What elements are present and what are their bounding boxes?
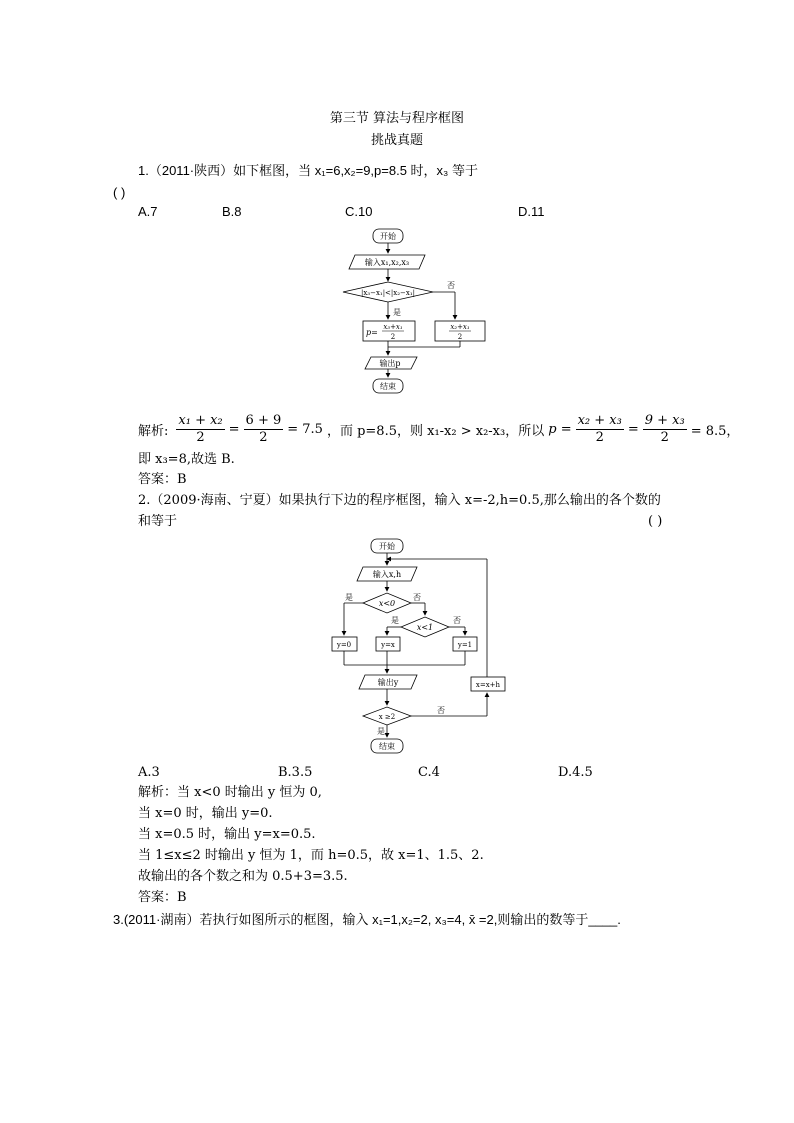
q2-no-label-2: 否 [453,616,461,625]
q1-flowchart [335,225,505,397]
q2-no-label-1: 否 [413,593,421,602]
q1-fraction-3: $\frac{\text{x₂ + x₃}}{2}$ [577,412,622,445]
q2-y1-text: y=1 [457,641,473,649]
q1-yes-label: 是 [393,308,401,317]
q1-option-b: B.8 [222,204,242,219]
q2-start-text: 开始 [379,542,395,551]
q2-yes-label-1: 是 [345,593,353,602]
q2-y0-text: y=0 [336,641,352,649]
q1-output-text: 输出p [379,359,401,368]
q2-analysis-3: 当 x=0.5 时，输出 y=x=0.5. [138,827,316,842]
q2-answer: 答案：B [138,890,187,905]
q1-cond-text: |x₃−x₁|<|x₂−x₁| [360,289,416,297]
q1-left-p: p= [366,328,378,337]
q2-flowchart [325,535,515,757]
q1-input-text: 输入x₁,x₂,x₃ [364,258,410,267]
q2-cond3-text: x ≥2 [378,713,396,721]
q1-right-den: 2 [457,333,463,341]
q1-start-text: 开始 [380,232,396,241]
q2-stem-line1: 2.（2009·海南、宁夏）如果执行下边的程序框图，输入 x=-2,h=0.5,那么输出的各个数的 [138,493,661,508]
q1-fraction-4: $\frac{\text{9 + x₃}}{2}$ [644,412,685,445]
q1-fraction-1: $\frac{\text{x₁ + x₂}}{2}$ [178,412,223,445]
q1-answer: 答案：B [138,472,187,487]
section-subtitle: 挑战真题 [370,133,423,148]
q2-option-c: C.4 [418,765,440,780]
q2-option-a: A.3 [138,765,160,780]
q2-update-text: x=x+h [475,681,501,689]
q2-option-b: B.3.5 [278,765,313,780]
q2-input-text: 输入x,h [372,570,402,579]
q2-bracket: ( ) [648,514,663,529]
q2-no-label-3: 否 [437,706,445,715]
q1-no-label: 否 [447,281,455,290]
q1-fraction-2: $\frac{6 + 9}{2}$ [245,412,282,445]
q2-yes-label-2: 是 [391,616,399,625]
q1-stem: 1.（2011·陕西）如下框图，当 x₁=6,x₂=9,p=8.5 时，x₃ 等于 [138,163,478,178]
q2-yx-text: y=x [381,641,395,649]
q1-end-text: 结束 [380,382,396,391]
q2-yes-label-3: 是 [377,727,385,736]
q1-analysis-label: 解析: [138,423,169,439]
q1-right-num: x₂+x₁ [450,323,470,331]
q1-option-c: C.10 [345,204,373,219]
q2-output-text: 输出y [377,678,399,687]
q1-bracket: ( ) [113,185,126,200]
q1-analysis-line2: 即 x₃=8,故选 B. [138,452,235,467]
q2-cond2-text: x<1 [416,623,434,632]
q2-analysis-4: 当 1≤x≤2 时输出 y 恒为 1，而 h=0.5，故 x=1、1.5、2. [138,848,484,863]
q2-analysis-1: 解析：当 x<0 时输出 y 恒为 0, [138,785,322,800]
q3-stem: 3.(2011·湖南）若执行如图所示的框图，输入 x₁=1,x₂=2, x₃=4, x̄ =2,则输出的数等于____. [113,912,621,927]
q1-option-d: D.11 [518,204,545,219]
q2-end-text: 结束 [379,742,395,751]
q2-analysis-5: 故输出的各个数之和为 0.5+3=3.5. [138,869,348,884]
q1-option-a: A.7 [138,204,158,219]
q2-cond1-text: x<0 [378,599,396,608]
section-title: 第三节 算法与程序框图 [329,111,465,126]
q1-left-den: 2 [390,333,396,341]
q2-analysis-2: 当 x=0 时，输出 y=0. [138,806,273,821]
q2-option-d: D.4.5 [558,765,593,780]
q1-analysis-line1: 解析: $\frac{\text{x₁ + x₂}}{2}$ = $\frac{6 + 9}{2}$ = 7.5 ，而 p=8.5，则 x₁-x₂ > x₂-x₃，所以 p = $\frac{\text{x₂ + x₃}}{2}$ = $\frac{\text{9 + x₃}}{2}$ = 8.5， [138,412,740,445]
q2-stem-line2: 和等于 [138,514,178,529]
q1-analysis-mid: ，而 p=8.5，则 x₁-x₂ > x₂-x₃，所以 [326,423,545,439]
q1-left-num: x₃+x₁ [383,323,403,331]
